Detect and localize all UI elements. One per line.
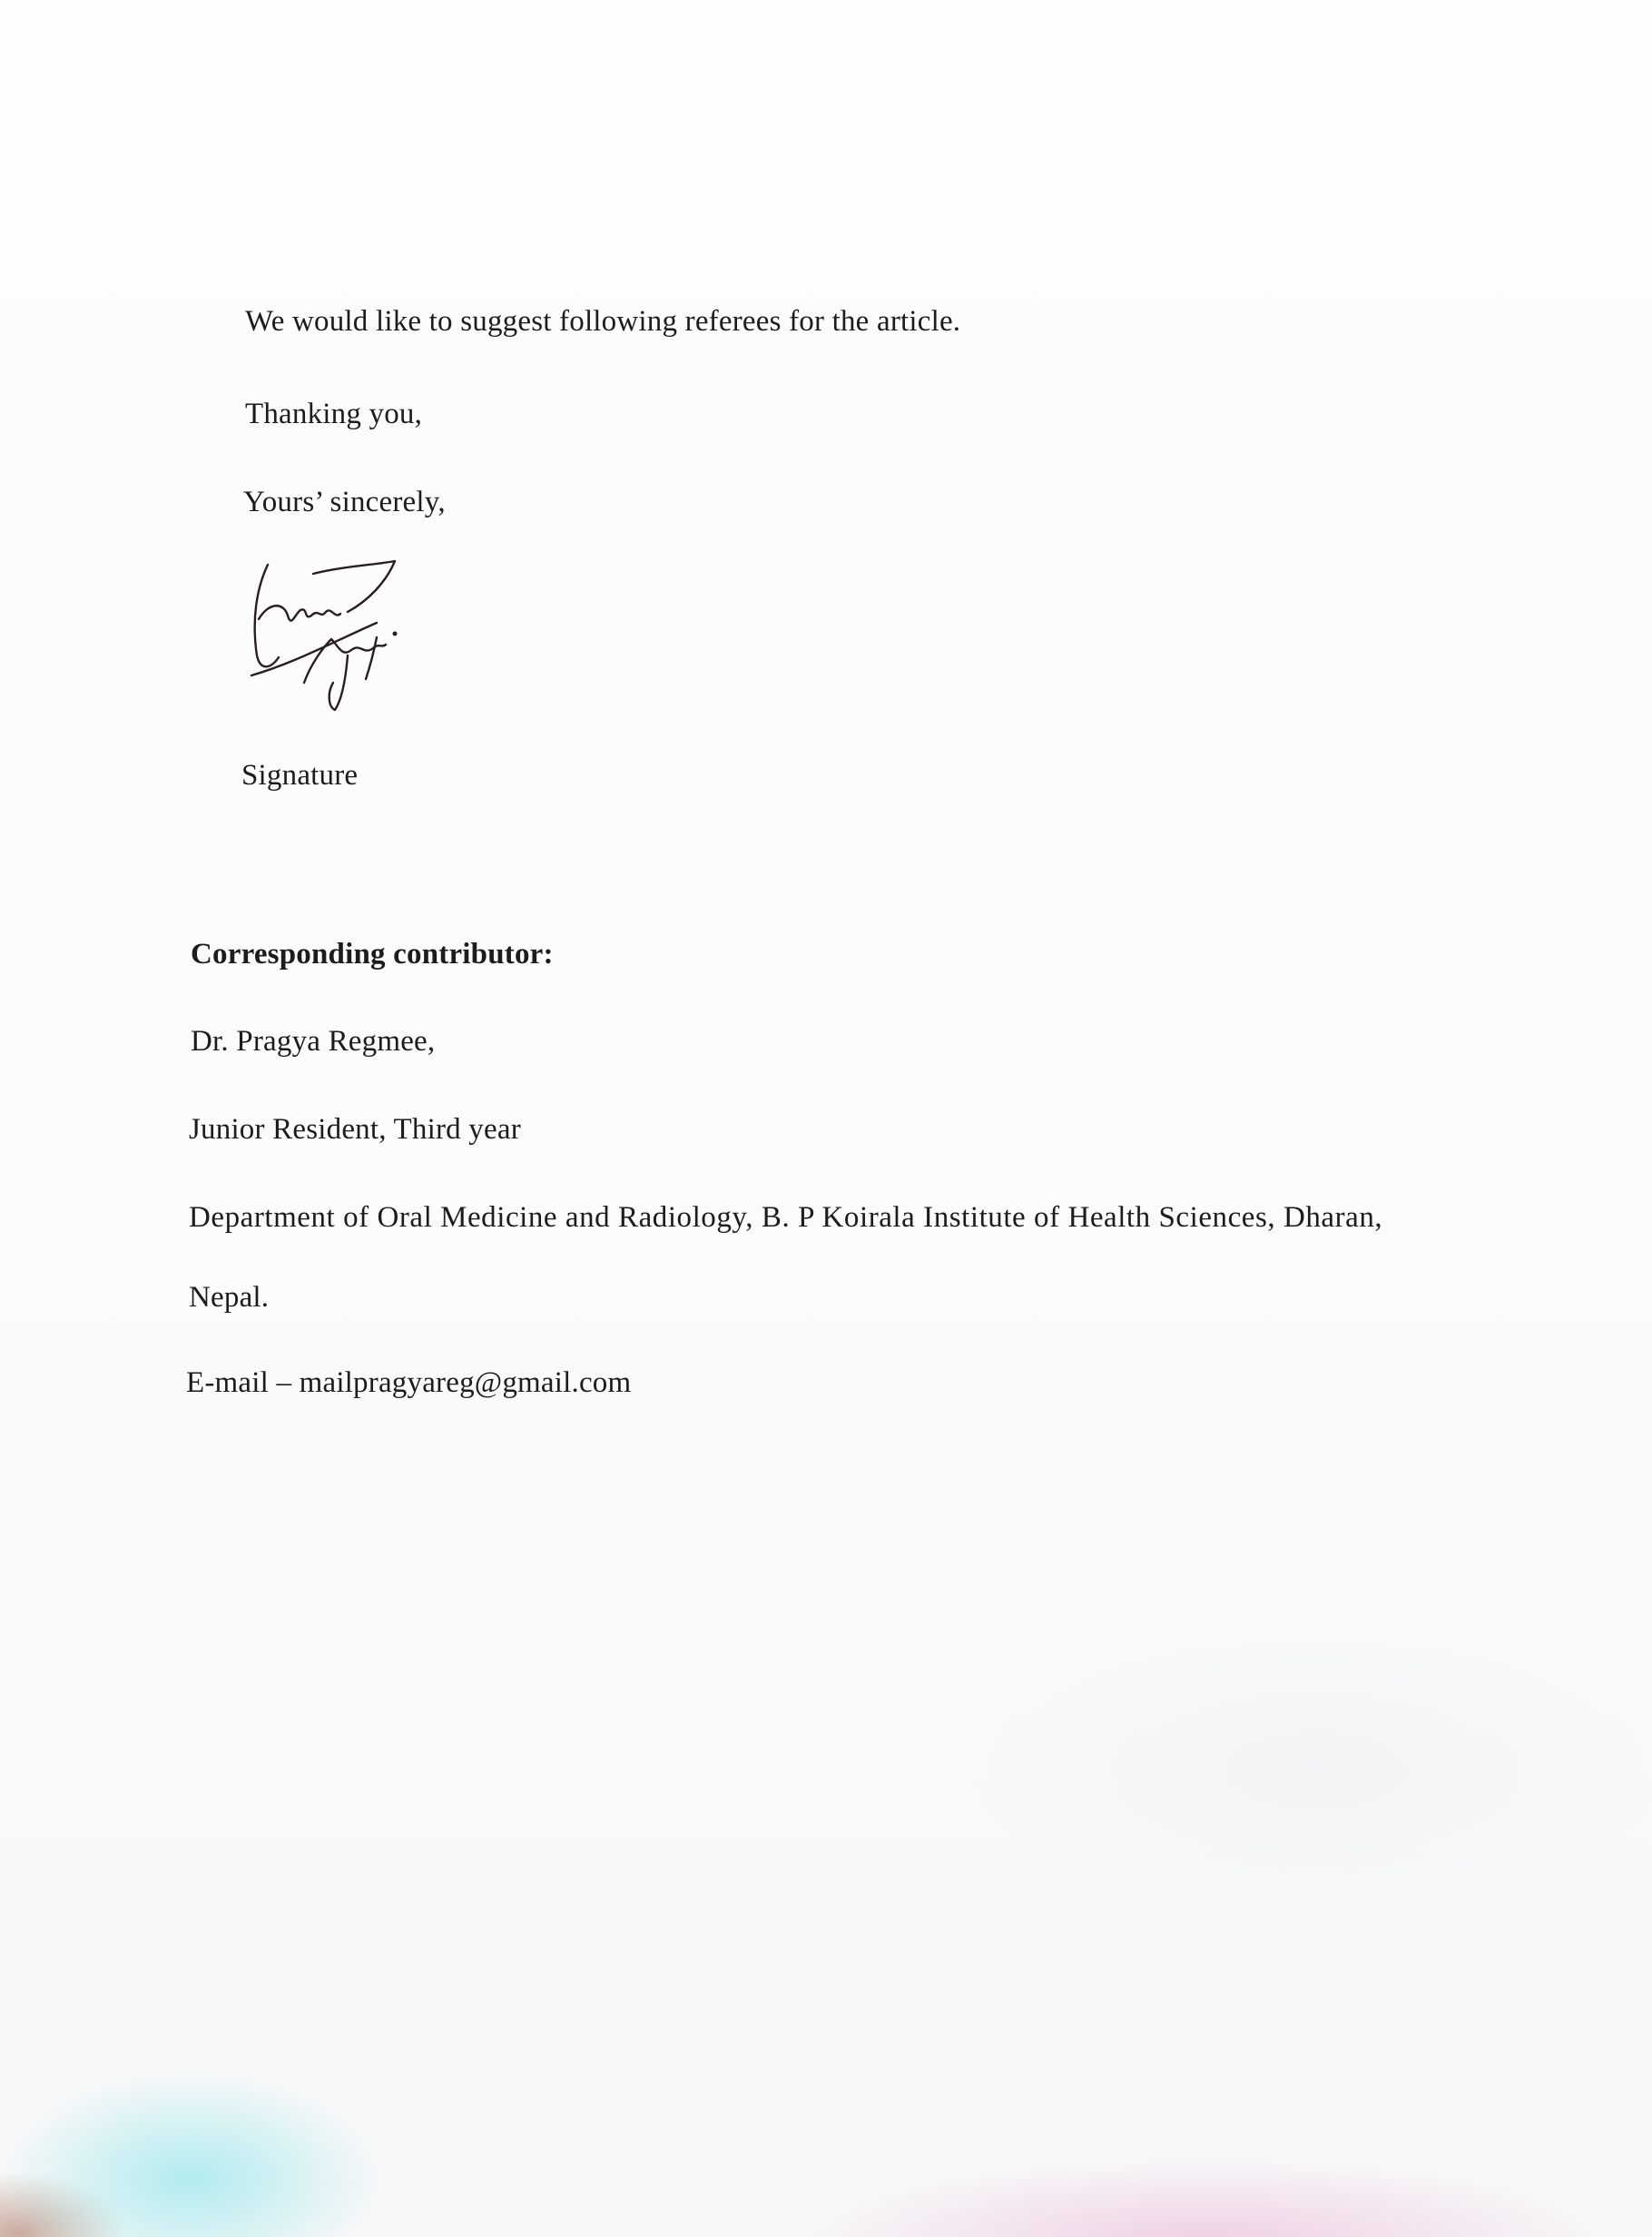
closing-text: Yours’ sincerely, <box>243 486 446 518</box>
contributor-heading: Corresponding contributor: <box>191 938 554 971</box>
signature-label: Signature <box>241 759 359 792</box>
contributor-name: Dr. Pragya Regmee, <box>191 1025 436 1058</box>
contributor-email: E-mail – mailpragyareg@gmail.com <box>186 1366 632 1399</box>
thanks-text: Thanking you, <box>245 398 423 430</box>
intro-text: We would like to suggest following referees for the article. <box>245 305 961 338</box>
contributor-department: Department of Oral Medicine and Radiology, B. P Koirala Institute of Health Sciences, Dharan, <box>189 1201 1383 1234</box>
contributor-country: Nepal. <box>189 1281 270 1314</box>
contributor-position: Junior Resident, Third year <box>189 1113 521 1146</box>
handwritten-signature <box>241 556 404 714</box>
